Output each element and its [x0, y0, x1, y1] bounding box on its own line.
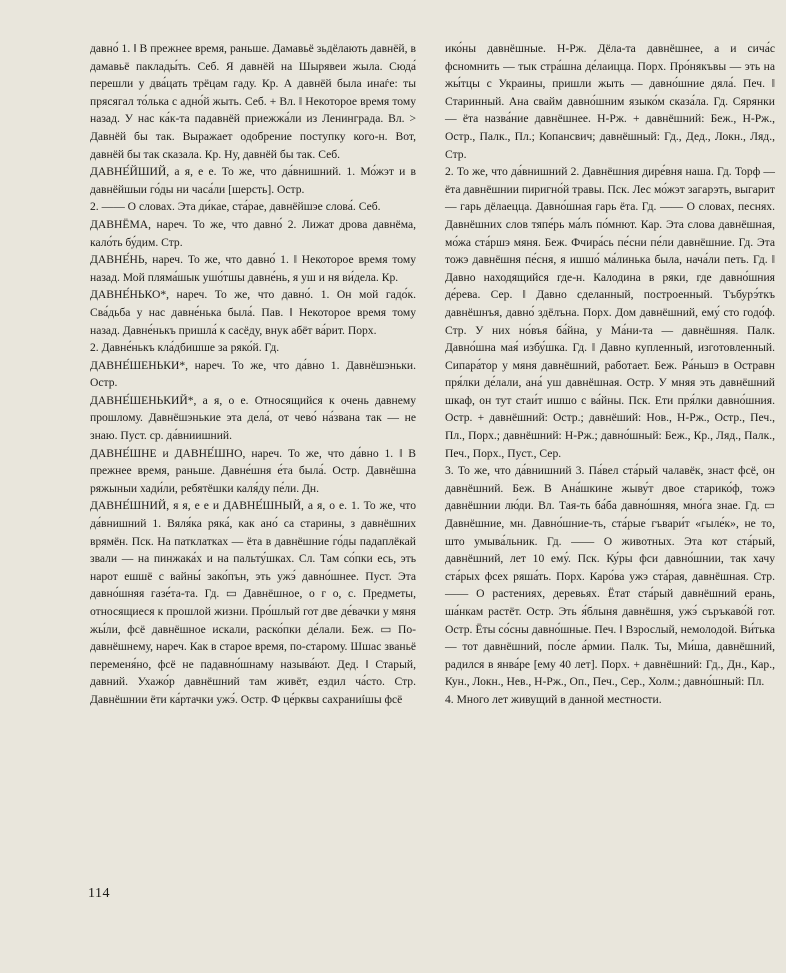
entry-text: ико́ны давнёшные. Н-Рж. Дёла-та давнёшнее, а и сича́с фсномнить — тык стра́шна де́лаицца. Порх. Про́някъвы — эть на жы́тцы с Украины, пришли жыть — давно́шние дяла́. Печ. ‖ Старинный. Ана свайм давно́шним языко́м сказа́ла. Гд. Сярянки — ёта назва́ние давнёшнее. Н-Рж. + давнёшний: Беж., Н-Рж., Остр., Палк., Пл.; Копансвич; давнёшный: Гд., Дед., Локн., Ляд., Стр. [445, 42, 775, 161]
entry-text: 2. Давне́нькъ кла́дбишше за ряко́й. Гд. [90, 341, 280, 355]
entry-text: ДАВНЕ́ШЕНЬКИ*, нареч. То же, что да́вно 1. Давнёшэньки. Остр. [90, 358, 416, 390]
entry-text: ДАВНЁМА, нареч. То же, что давно́ 2. Лижат дрова давнёма, кало́ть бу́дим. Стр. [90, 217, 416, 249]
entry-text: 4. Много лет живущий в данной местности. [445, 692, 662, 706]
entry-text: ДАВНЕ́НЬ, нареч. То же, что давно́ 1. ‖ Некоторое время тому назад. Мой пляма́шык ушо́тшы давне́нь, я уш и ня ви́дела. Кр. [90, 253, 416, 284]
entry-text: ДАВНЕ́ШНИЙ, я я, е е и ДАВНЕ́ШНЫЙ, а я, о е. 1. То же, что да́внишний 1. Вяля́ка ряка́, как ано́ са старины, з давнёшних врямён. Пск. На патклатках — ёта в давнёшние го́ды падаплёкай звали — на пинжака́х и на пальту́шках. Сл. Там со́пки есь, эть нарот ешшё с вайны́ зако́пън, эть ужэ́ давно́шнее. Пуст. Эта давно́шняя газе́та-та. Гд. ▭ Давнёшное, о г о, с. Предметы, относящиеся к прошлой жизни. Про́шлый гот две де́вачки у мяня жы́ли, фсё давнёшное искали, раско́пки де́лали. Беж. ▭ По-давнёшнему, нареч. Как в старое время, по-старому. Шшас званьё переменя́но, фсё не падавно́шнаму называ́ют. Дед. ‖ Старый, давний. Ухажо́р давнёшний там живёт, ездил ча́сто. Стр. Давнёшнии ёти ка́ртачки ужэ́. Остр. Ф це́рквы сахраниíшы фсё [90, 499, 416, 706]
entry-text: 3. То же, что да́внишний 3. Па́вел ста́рый чалавёк, знаст фсё, он давнёшний. Беж. В Ана́шкине жыву́т двое старико́ф, тожэ давнёшнии лю́ди. Вл. Тая-ть ба́ба давно́шняя, мно́га знае. Гд. ▭ Давнёшние, мн. Давно́шние-ть, ста́рые гъвари́т «гыле́к», не то, што умыва́льник. Гд. —— О животных. Эта кот ста́рый, давнёшний, лет 10 ему́. Пск. Ку́ры фси давно́шнии, так хачу ста́рых фсех ряша́ть. Порх. Каро́ва ужэ ста́рая, давнёшная. Стр. —— О растениях, деревьях. Ётат ста́рый давнёшний ерань, ша́нкам растёт. Остр. Эть я́блыня давнёшня, ужэ́ съръкаво́й гот. Остр. Ёты со́сны давно́шные. Печ. ‖ Взрослый, немолодой. Ви́тька — тот давнёшний, по́сле а́рмии. Палк. Ты, Ми́ша, давнёшний, радился в янва́ре [ему 40 лет]. Порх. + давнёшний: Гд., Дн., Кар., Кун., Локн., Нев., Н-Рж., Оп., Печ., Сер., Холм.; давно́шный: Пл. [445, 464, 775, 689]
entry-text: давно́ 1. ‖ В прежнее время, раньше. Дамавьё зьдёлають давнёй, в дамавьё паклады́ть. Себ. Я давнёй на Шырявеи жыла. Сюда́ перешли у два́цать трёцам гаду. Кр. А давнёй была инаѓе: ты прясягал то́лька с адно́й жыть. Себ. + Вл. ‖ Некоторое время тому назад. У нас ка́к-та падавнёй приежжа́ли из Ленинграда. Вл. > Давнёй бы так. Выражает одобрение поступку кого-н. Вот, давнёй бы так сказала. Кр. Ну, давнёй бы так. Себ. [90, 42, 416, 161]
entry-text: ДАВНЕ́НЬКО*, нареч. То же, что давно́. 1. Он мой гадо́к. Сва́дьба у нас давне́нька была́. Пав. ‖ Некоторое время тому назад. Давне́нькъ пришла́ к сасёду, внук абёт ва́рит. Порх. [90, 288, 416, 337]
left-column [90, 40, 416, 709]
entry-text: 2. То же, что да́внишний 2. Давнёшния дире́вня наша. Гд. Торф — ёта давнёшнии пиригно́й травы. Пск. Лес мо́жэт загарэть, выгарит — гарь дёлаецца. Давно́шная гарь ёта. Гд. —— О словах, песнях. Давнёшних слов тяпе́рь ма́лъ по́мнют. Кар. Эта слова давнёшная, мо́жа ста́ршэ мяня. Беж. Фчира́сь пе́сни пе́ли давнёшние. Гд. Эта тожэ давнёшня пе́сня, я ишшо́ ма́линька была, нача́ли петь. Гд. ‖ Давно находящийся где-н. Калодина в ряки, где давно́шния де́рева. Сер. ‖ Давно сделанный, построенный. Тъбурэ́ткъ давнёшнъя, давно́ здёлъна. Порх. Дом давнёшний, ему́ сто годо́ф. Стр. У них но́въя ба́йна, у Ма́ни-та — давнёшняя. Палк. Давно́шна мая́ избу́шка. Гд. ‖ Давно купленный, изготовленный. Сипара́тор у мяня давнёшний, работает. Беж. Ра́ньшэ в Остравн пря́лки де́лали, ана́ уш давнёшная. Остр. У мняя эть давнёшний шкаф, он тут стаи́т ишшо с ва́йны. Пск. Ети пря́лки давно́шния. Остр. + давнёшний: Остр.; давнёший: Нов., Н-Рж., Остр., Печ., Пл., Порх.; давнёшний: Н-Рж.; давно́шный: Беж., Кр., Ляд., Палк., Печ., Порх., Пуст., Сер. [445, 165, 775, 460]
page-number: 114 [88, 886, 110, 901]
right-column [445, 40, 775, 709]
entry-text: ДАВНЕ́ЙШИЙ, а я, е е. То же, что да́внишний. 1. Мо́жэт и в давнёйшыи го́ды ни часа́ли [шерсть]. Остр. [90, 165, 416, 196]
entry-text: ДАВНЕ́ШЕНЬКИЙ*, а я, о е. Относящийся к очень давнему прошлому. Давнёшэнькие эта дела́, от чево́ на́звана так — не знаю. Пуст. ср. да́вниишний. [90, 393, 416, 443]
entry-text: ДАВНЕ́ШНЕ и ДАВНЕ́ШНО, нареч. То же, что да́вно 1. ‖ В прежнее время, раньше. Давне́шня е́та была́. Остр. Давнёшна ряжыныи хади́ли, ребятёшки каля́ду пе́ли. Дн. [90, 446, 416, 495]
entry-text: 2. —— О словах. Эта ди́кае, ста́рае, давнёйшэе слова́. Себ. [90, 200, 381, 214]
